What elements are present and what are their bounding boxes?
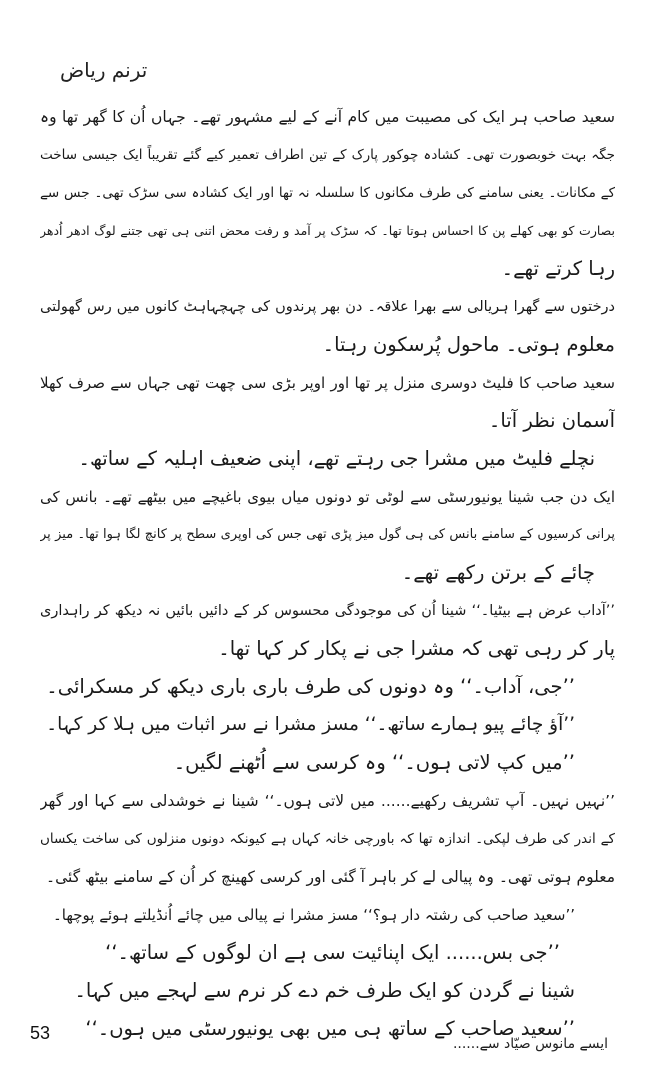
text-line: کے مکانات۔ یعنی سامنے کی طرف مکانوں کا سلسلہ نہ تھا اور ایک کشادہ سی سڑک تھی۔ جس سے	[40, 185, 615, 201]
text-line: نچلے فلیٹ میں مشرا جی رہتے تھے، اپنی ضعیف اہلیہ کے ساتھ۔	[78, 447, 595, 470]
text-line: ’’جی بس...... ایک اپنائیت سی ہے ان لوگوں کے ساتھ۔‘‘	[105, 941, 560, 964]
text-line: رہا کرتے تھے۔	[501, 257, 615, 280]
text-line: پرانی کرسیوں کے سامنے بانس کی ہی گول میز پڑی تھی جس کی اوپری سطح پر کانچ لگا ہوا تھا۔ میز پر	[40, 527, 615, 542]
text-line: ’’آداب عرض ہے بیٹیا۔‘‘ شینا اُن کی موجودگی محسوس کر کے دائیں بائیں نہ دیکھ کر راہداری	[40, 603, 615, 619]
text-line: پار کر رہی تھی کہ مشرا جی نے پکار کر کہا تھا۔	[218, 637, 615, 660]
running-title: ایسے مانوس صیّاد سے......	[452, 1036, 608, 1052]
text-line: درختوں سے گھرا ہریالی سے بھرا علاقہ۔ دن بھر پرندوں کی چہچہاہٹ کانوں میں رس گھولتی	[40, 299, 615, 315]
text-line: معلوم ہوتی۔ ماحول پُرسکون رہتا۔	[322, 333, 615, 356]
text-line: معلوم ہوتی تھی۔ وہ پیالی لے کر باہر آ گئی اور کرسی کھینچ کر اُن کے سامنے بیٹھ گئی۔	[46, 868, 615, 886]
text-line: چائے کے برتن رکھے تھے۔	[401, 561, 595, 584]
author-name: ترنم ریاض	[60, 58, 148, 82]
text-line: ایک دن جب شینا یونیورسٹی سے لوٹی تو دونوں میاں بیوی باغیچے میں بیٹھے تھے۔ بانس کی	[40, 488, 615, 506]
text-line: سعید صاحب ہر ایک کی مصیبت میں کام آنے کے لیے مشہور تھے۔ جہاں اُن کا گھر تھا وہ	[40, 108, 615, 126]
page-number: 53	[30, 1023, 51, 1043]
text-line: ’’سعید صاحب کی رشتہ دار ہو؟‘‘ مسز مشرا نے پیالی میں چائے اُنڈیلتے ہوئے پوچھا۔	[53, 906, 575, 924]
text-line: ’’نہیں نہیں۔ آپ تشریف رکھیے...... میں لاتی ہوں۔‘‘ شینا نے خوشدلی سے کہا اور گھر	[40, 792, 615, 810]
text-line: ’’میں کپ لاتی ہوں۔‘‘ وہ کرسی سے اُٹھنے لگیں۔	[173, 751, 575, 774]
text-line: ’’جی، آداب۔‘‘ وہ دونوں کی طرف باری باری دیکھ کر مسکرائی۔	[46, 675, 575, 698]
text-line: ’’سعید صاحب کے ساتھ ہی میں بھی یونیورسٹی میں ہوں۔‘‘	[85, 1017, 575, 1040]
text-line: آسمان نظر آتا۔	[488, 409, 615, 432]
text-line: بصارت کو بھی کھلے پن کا احساس ہوتا تھا۔ کہ سڑک پر آمد و رفت محض اتنی ہی تھی جتنے لوگ ادھر اُدھر	[40, 223, 615, 238]
text-line: ’’آؤ چائے پیو ہمارے ساتھ۔‘‘ مسز مشرا نے سر اثبات میں ہلا کر کہا۔	[46, 714, 575, 735]
text-line: جگہ بہت خوبصورت تھی۔ کشادہ چوکور پارک کے تین اطراف تعمیر کیے گئے تقریباً ایک جیسی ساخت	[40, 147, 615, 163]
story-text	[40, 98, 615, 1048]
text-line: سعید صاحب کا فلیٹ دوسری منزل پر تھا اور اوپر بڑی سی چھت تھی جہاں سے صرف کھلا	[40, 374, 615, 392]
text-line: کے اندر کی طرف لپکی۔ اندازہ تھا کہ باورچی خانہ کہاں ہے کیونکہ دونوں منزلوں کی ساخت یکساں	[40, 831, 615, 847]
text-line: شینا نے گردن کو ایک طرف خم دے کر نرم سے لہجے میں کہا۔	[74, 979, 575, 1002]
